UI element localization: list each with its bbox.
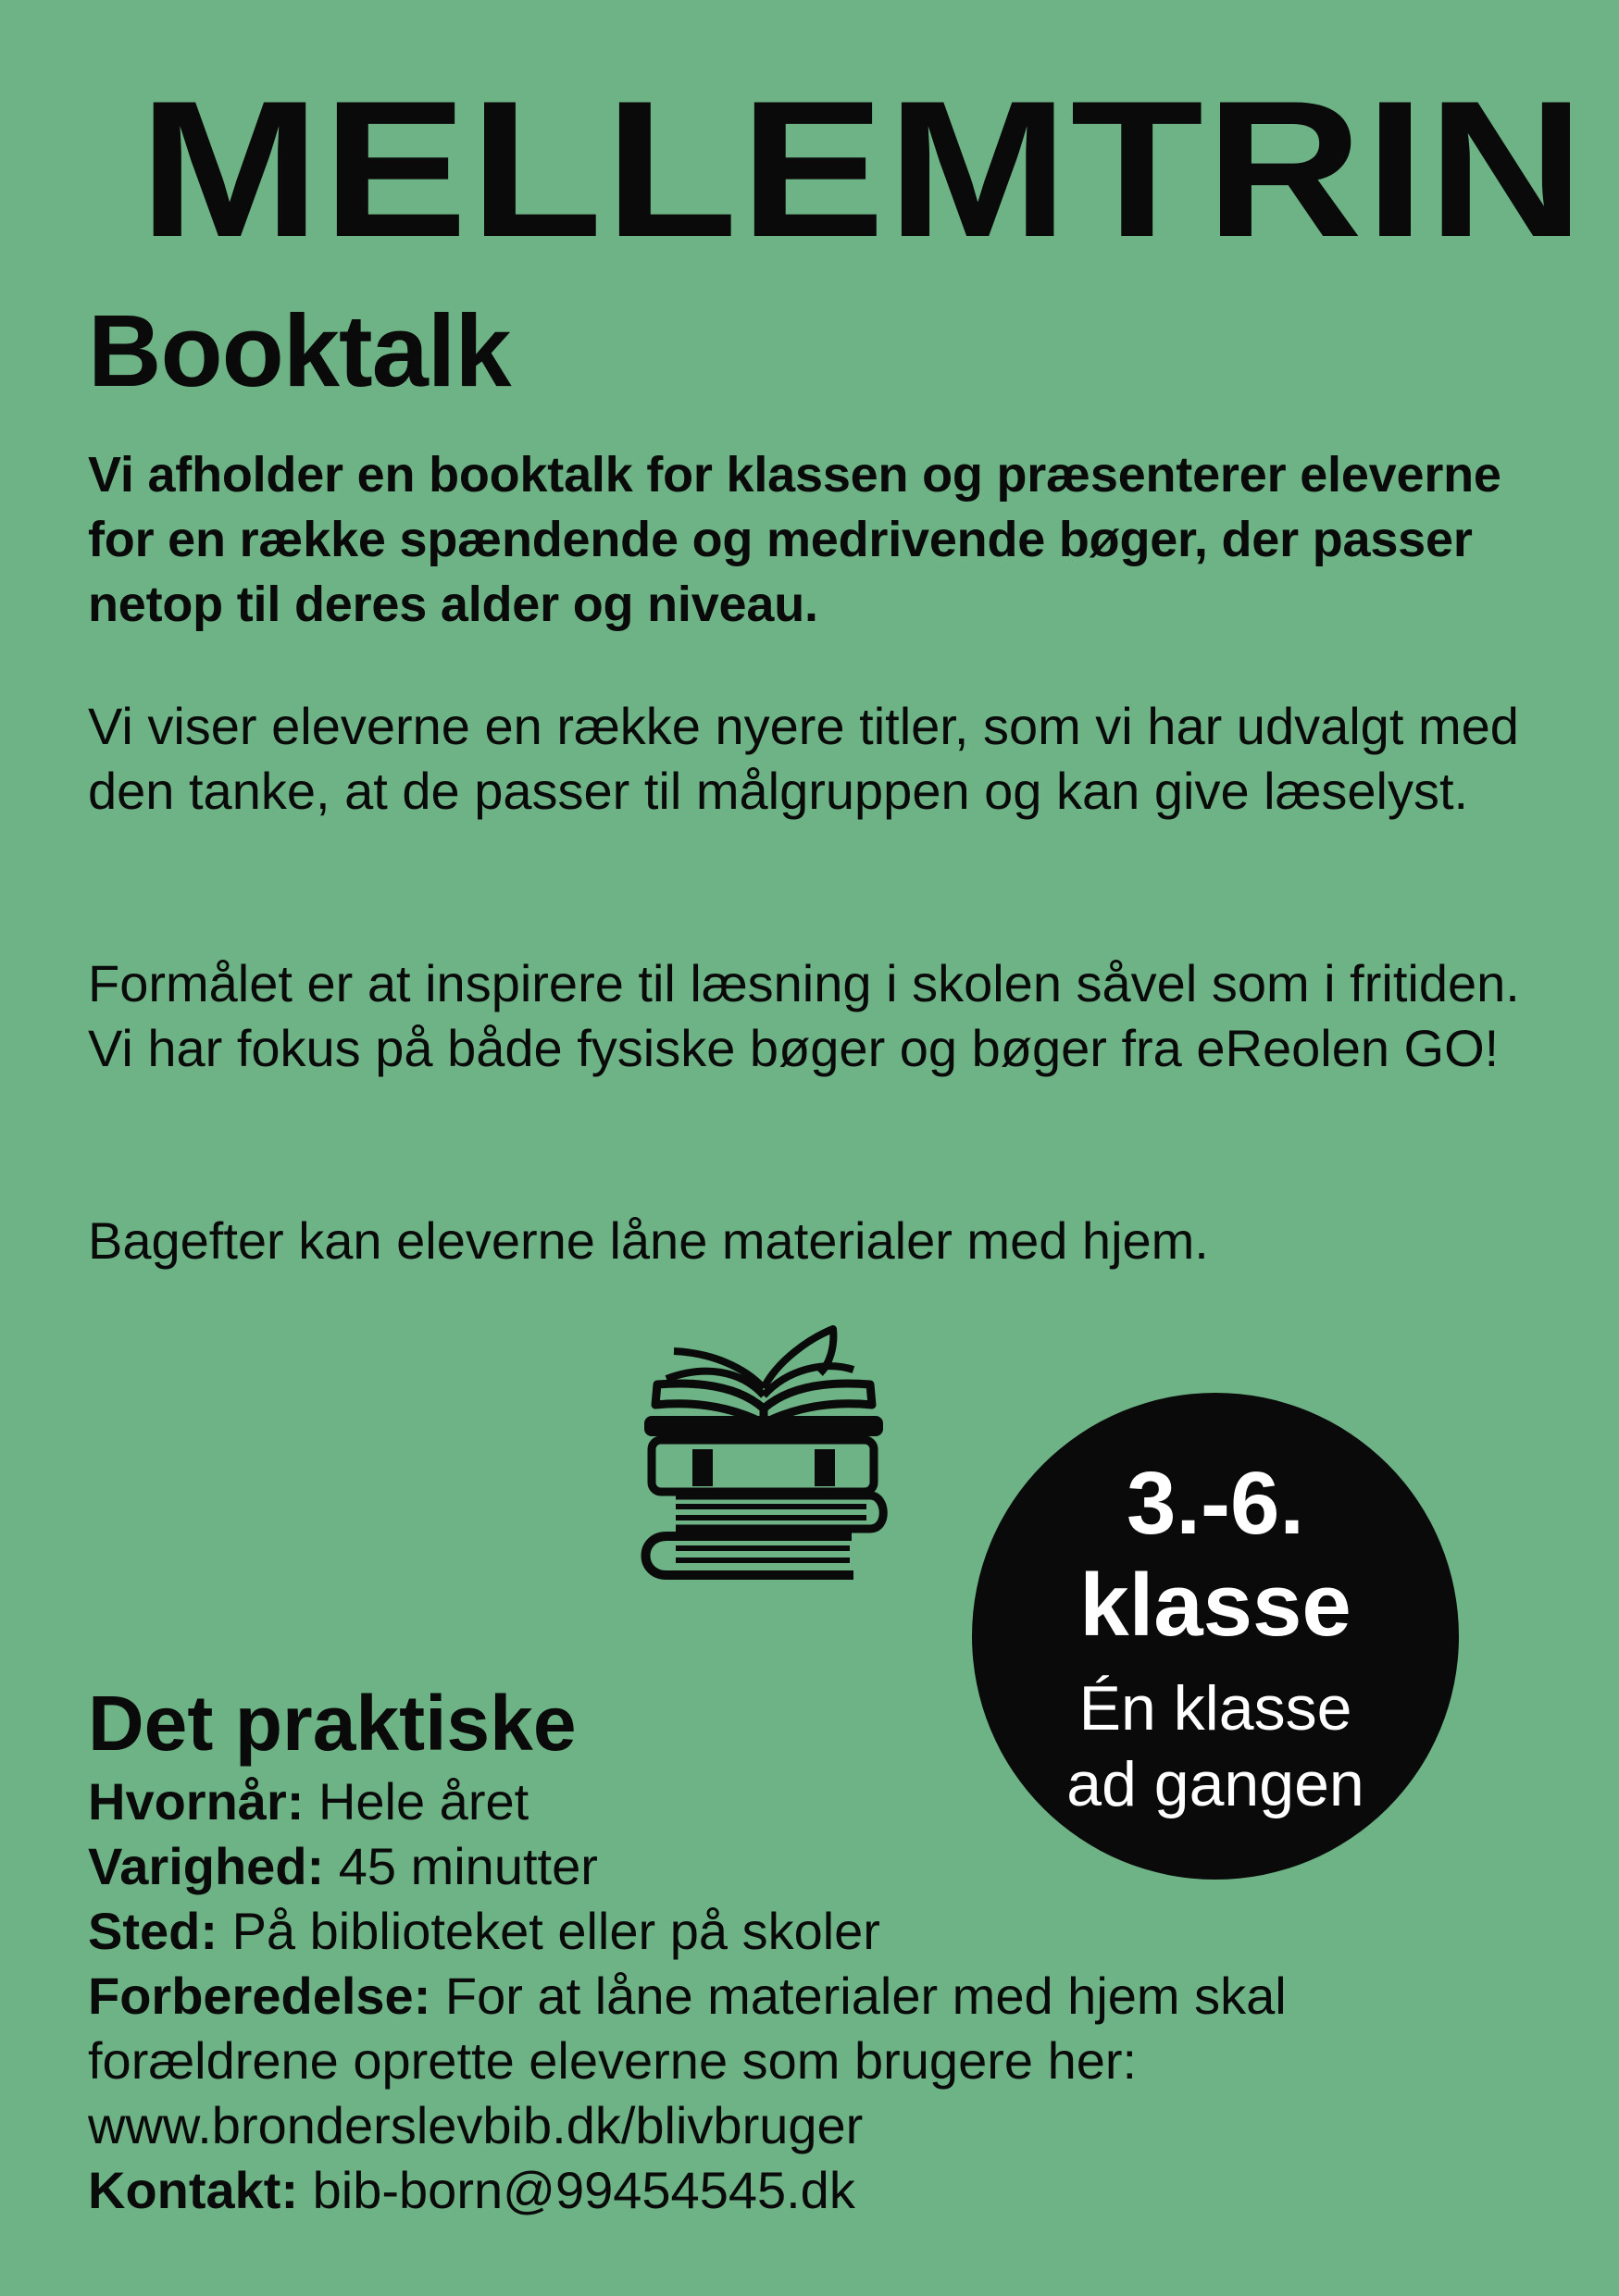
practical-info-list [88, 1769, 1569, 2223]
page-title: Booktalk [88, 294, 511, 408]
info-row-duration [88, 1834, 1569, 1899]
info-row-place [88, 1899, 1569, 1964]
info-label-duration: Varighed: [88, 1837, 325, 1895]
badge-note-line2: ad gangen [1066, 1749, 1364, 1819]
info-value-duration: 45 minutter [338, 1837, 598, 1895]
info-value-when: Hele året [318, 1772, 529, 1831]
info-label-when: Hvornår: [88, 1772, 305, 1831]
lead-paragraph: Vi afholder en booktalk for klassen og præsenterer eleverne for en række spændende og medrivende bøger, der passer netop til deres alder og niveau. [88, 447, 1501, 632]
signup-link[interactable]: www.bronderslevbib.dk/blivbruger [88, 2096, 864, 2154]
badge-note-line1: Én klasse [1078, 1673, 1352, 1744]
info-value-place: På biblioteket eller på skoler [231, 1902, 880, 1960]
body-paragraph-purpose: Formålet er at inspirere til læsning i skolen såvel som i fritiden. Vi har fokus på både fysiske bøger og bøger fra eReolen GO! [88, 954, 1520, 1077]
info-label-preparation: Forberedelse: [88, 1967, 431, 2025]
info-row-preparation [88, 1964, 1569, 2158]
info-value-preparation-line1: For at låne materialer med hjem skal [444, 1967, 1287, 2025]
info-label-contact: Kontakt: [88, 2161, 299, 2219]
body-paragraph-titles: Vi viser eleverne en række nyere titler, som vi har udvalgt med den tanke, at de passer til målgruppen og kan give læselyst. [88, 697, 1519, 820]
stack-of-books-icon [639, 1323, 889, 1582]
badge-grade-range: 3.-6. [1126, 1454, 1305, 1553]
section-kicker: MELLEMTRIN [139, 60, 1588, 278]
info-label-place: Sted: [88, 1902, 218, 1960]
info-value-preparation-line2: forældrene oprette eleverne som brugere her: [88, 2031, 1138, 2090]
contact-email-link[interactable]: bib-born@99454545.dk [312, 2161, 855, 2219]
info-row-when [88, 1769, 1569, 1834]
info-row-contact [88, 2158, 1569, 2223]
badge-grade-unit: klasse [1079, 1556, 1351, 1655]
badge-grade-text [972, 1453, 1459, 1657]
body-paragraph-borrow: Bagefter kan eleverne låne materialer med hjem. [88, 1211, 1209, 1270]
practical-heading: Det praktiske [88, 1680, 577, 1767]
